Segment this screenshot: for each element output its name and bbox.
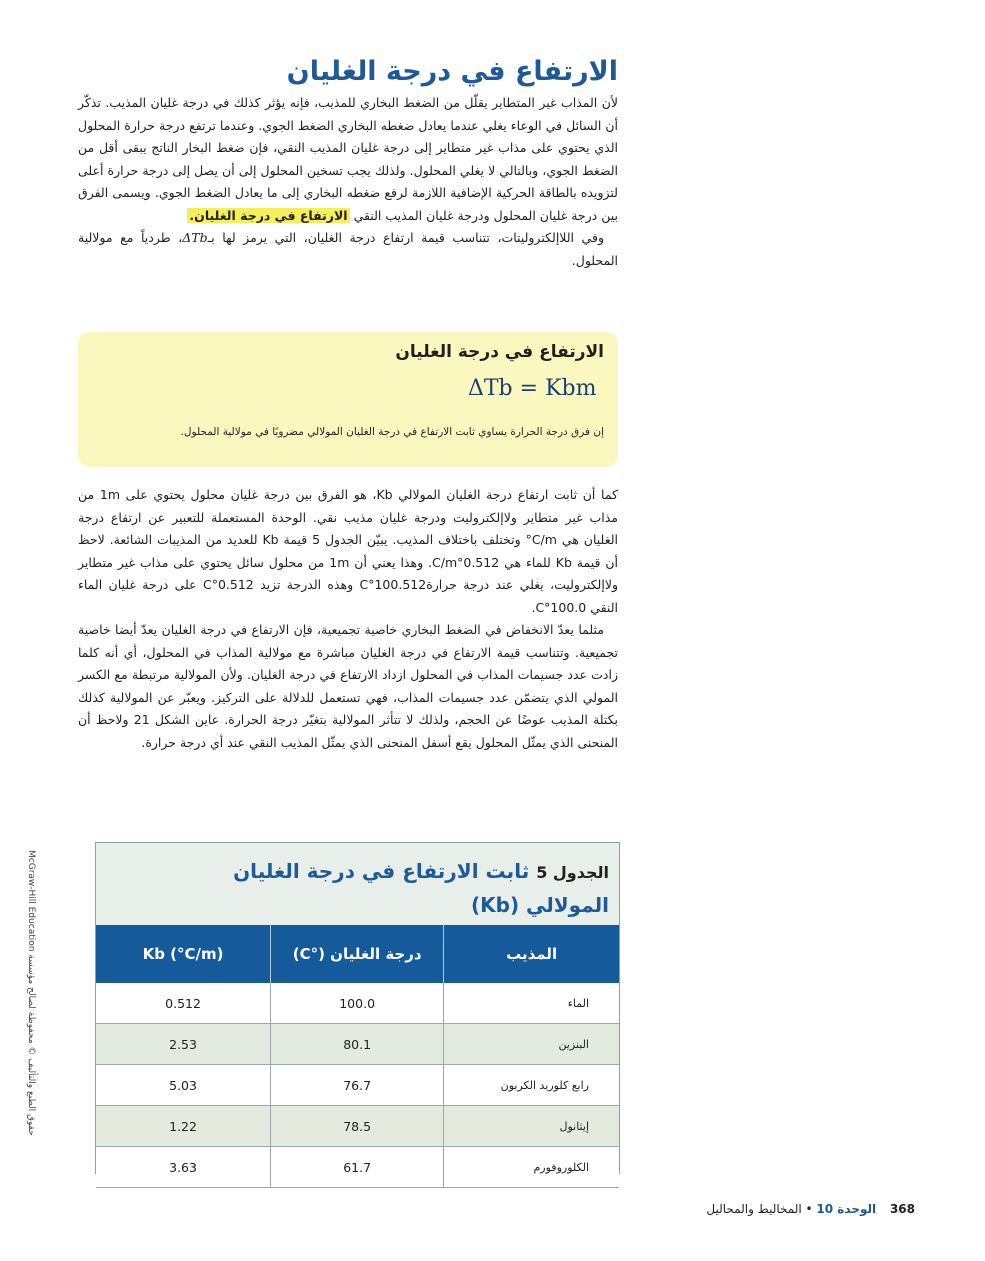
table-row: [96, 1106, 619, 1147]
cell-boiling-point: 78.5: [271, 1106, 444, 1147]
table-row: [96, 1147, 619, 1188]
paragraph-1: [78, 92, 618, 227]
unit-title: المخاليط والمحاليل: [706, 1202, 802, 1216]
cell-kb: 1.22: [96, 1106, 271, 1147]
delta-tb-symbol: ΔTb: [182, 230, 208, 245]
paragraph-3: كما أن ثابت ارتفاع درجة الغليان المولالي Kb، هو الفرق بين درجة غليان محلول يحتوي على 1m من مذاب غير متطاير ولاإلكتروليت ودرجة غليان مذيب نقي. الوحدة المستعملة للتعبير عن ارتفاع درجة الغليان هي C/m° وتختلف باختلاف المذيب. يبيّن الجدول 5 قيمة Kb للعديد من المذيبات الشائعة. لاحظ أن قيمة Kb للماء هي 0.512°C/m. وهذا يعني أن 1m من محلول سائل يحتوي على مذاب غير متطاير ولاإلكتروليت، يغلي عند درجة حرارة100.512°C وهذه الدرجة تزيد 0.512°C على درجة غليان الماء النقي 100.0°C.: [78, 487, 619, 615]
unit-label: الوحدة 10: [816, 1202, 877, 1216]
table-header-row: [96, 925, 619, 983]
intro-text: [78, 92, 618, 272]
page-footer: [706, 1202, 915, 1216]
paragraph-2-text: وفي اللاإلكتروليتات، تتناسب قيمة ارتفاع درجة الغليان، التي يرمز لها بـ: [207, 230, 604, 245]
cell-boiling-point: 80.1: [271, 1024, 444, 1065]
paragraph-2: [78, 227, 618, 272]
table-5-box: [95, 842, 620, 1174]
page-number: 368: [889, 1202, 915, 1216]
header-kb: Kb (°C/m): [96, 925, 271, 983]
cell-kb: 2.53: [96, 1024, 271, 1065]
section-title: الارتفاع في درجة الغليان: [286, 56, 618, 87]
table-title: ثابت الارتفاع في درجة الغليان المولالي (Kb): [233, 859, 609, 917]
cell-solvent: رابع كلوريد الكربون: [444, 1065, 619, 1106]
cell-kb: 3.63: [96, 1147, 271, 1188]
table-row: [96, 983, 619, 1024]
equation-formula: ΔTb = Kbm: [468, 376, 597, 401]
header-boiling-point: درجة الغليان (°C): [271, 925, 444, 983]
paragraph-4: مثلما يعدّ الانخفاض في الضغط البخاري خاصية تجميعية، فإن الارتفاع في درجة الغليان يعدّ أيضا خاصية تجميعية. وتتناسب قيمة الارتفاع في درجة الغليان مباشرة مع مولالية المذاب في المحلول، أي أنه كلما زادت عدد جسيمات المذاب في المحلول ازداد الارتفاع في درجة الغليان. ولأن المولالية مرتبطة مع الكسر المولي الذي يتضمّن عدد جسيمات المذاب، فهي تستعمل للدلالة على التركيز. ويعبّر عن المولالية كذلك بكتلة المذيب عوضًا عن الحجم، ولذلك لا تتأثر المولالية بتغيّر درجة الحرارة. عاين الشكل 21 ولاحظ أن المنحنى الذي يمثّل المحلول يقع أسفل المنحنى الذي يمثّل المذيب النقي عند أي درجة حرارة.: [78, 622, 619, 750]
kb-table: [96, 925, 619, 1188]
cell-boiling-point: 100.0: [271, 983, 444, 1024]
table-caption: [209, 855, 609, 921]
copyright-credit: حقوق الطبع والتأليف © محفوظة لصالح مؤسسة McGraw-Hill Education: [26, 850, 36, 1136]
cell-kb: 5.03: [96, 1065, 271, 1106]
cell-boiling-point: 61.7: [271, 1147, 444, 1188]
equation-box: [78, 332, 618, 467]
key-term-highlight: الارتفاع في درجة الغليان.: [189, 207, 348, 223]
cell-solvent: الماء: [444, 983, 619, 1024]
header-solvent: المذيب: [444, 925, 619, 983]
body-text: [78, 484, 618, 754]
cell-solvent: البنزين: [444, 1024, 619, 1065]
cell-boiling-point: 76.7: [271, 1065, 444, 1106]
equation-title: الارتفاع في درجة الغليان: [395, 342, 604, 362]
cell-solvent: إيثانول: [444, 1106, 619, 1147]
table-label: الجدول 5: [536, 863, 609, 882]
equation-description: إن فرق درجة الحرارة يساوي ثابت الارتفاع في درجة الغليان المولالي مضروبًا في مولالية المحلول.: [180, 426, 604, 438]
footer-bullet: •: [805, 1202, 813, 1216]
paragraph-1-text: لأن المذاب غير المتطاير يقلّل من الضغط البخاري للمذيب، فإنه يؤثر كذلك في درجة غليان المذيب. تذكّر أن السائل في الوعاء يغلي عندما يعادل ضغطه البخاري الضغط الجوي. وعندما ترتفع درجة حرارة المحلول الذي يحتوي على مذاب غير متطاير إلى درجة غليان المذيب النقي، فإن ضغط البخار الناتج يبقى أقل من الضغط الجوي، وبالتالي لا يغلي المحلول. ولذلك يجب تسخين المحلول إلى أن يصل إلى درجة حرارة أعلى لتزويده بالطاقة الحركية الإضافية اللازمة لرفع ضغطه البخاري إلى ما يعادل الضغط الجوي. ويسمى الفرق بين درجة غليان المحلول ودرجة غليان المذيب النقي: [78, 95, 618, 223]
cell-solvent: الكلوروفورم: [444, 1147, 619, 1188]
table-row: [96, 1065, 619, 1106]
paragraph-2-end: ، طردياً مع مولالية المحلول.: [78, 230, 618, 268]
cell-kb: 0.512: [96, 983, 271, 1024]
table-row: [96, 1024, 619, 1065]
